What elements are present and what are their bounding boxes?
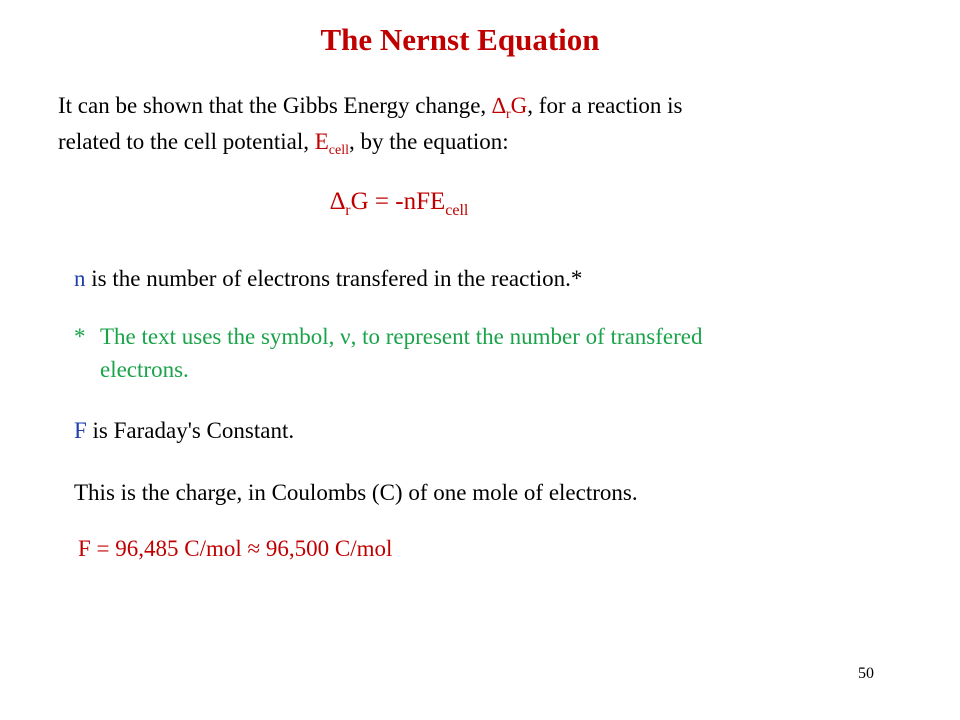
- equation-cell-subscript: cell: [445, 202, 469, 219]
- n-definition-text: is the number of electrons transfered in the reaction.*: [85, 266, 583, 291]
- e-subscript: cell: [328, 143, 350, 158]
- intro-line-1-text: It can be shown that the Gibbs Energy change,: [58, 93, 492, 118]
- f-definition: [74, 418, 294, 444]
- gibbs-equation: [330, 188, 469, 219]
- gibbs-symbol: G: [510, 93, 528, 118]
- intro-line-2-text: related to the cell potential,: [58, 129, 315, 154]
- intro-line-1: [58, 88, 682, 124]
- f-symbol: F: [74, 418, 87, 443]
- footnote-line-1: The text uses the symbol, ν, to represent the number of transfered: [100, 324, 703, 349]
- intro-line-1-end: , for a reaction is: [527, 93, 683, 118]
- delta-symbol: ∆: [491, 93, 506, 118]
- footnote: [74, 320, 702, 386]
- intro-paragraph: [58, 88, 682, 160]
- n-definition: [74, 266, 582, 292]
- f-definition-text: is Faraday's Constant.: [86, 418, 295, 443]
- footnote-line-2: electrons.: [100, 357, 189, 382]
- faraday-value: F = 96,485 C/mol ≈ 96,500 C/mol: [78, 536, 393, 561]
- equation-delta-subscript: r: [345, 202, 351, 219]
- intro-line-2-end: , by the equation:: [349, 129, 509, 154]
- equation-body: G = -nFE: [350, 188, 446, 215]
- delta-subscript: r: [505, 107, 511, 122]
- page-number: 50: [858, 665, 874, 682]
- n-symbol: n: [74, 266, 86, 291]
- intro-line-2: [58, 124, 682, 160]
- equation-delta: ∆: [330, 188, 346, 215]
- slide-title: The Nernst Equation: [320, 22, 600, 57]
- e-symbol: E: [314, 129, 329, 154]
- footnote-star: *: [74, 324, 86, 349]
- charge-description: This is the charge, in Coulombs (C) of one mole of electrons.: [74, 480, 638, 505]
